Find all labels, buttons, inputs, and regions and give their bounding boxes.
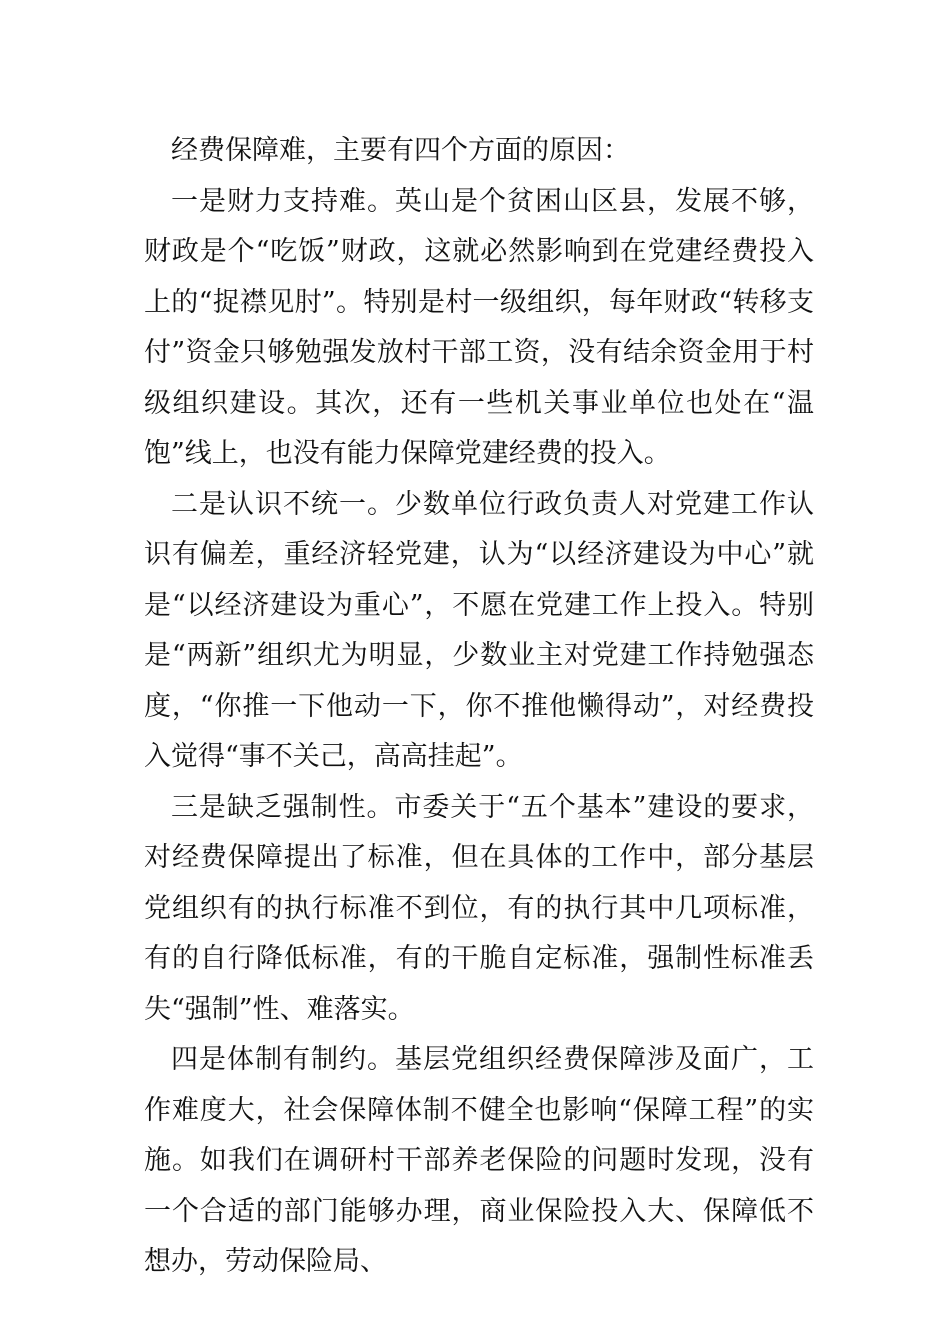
paragraph-system-constraints: 四是体制有制约。基层党组织经费保障涉及面广，工作难度大，社会保障体制不健全也影响“保障工程”的实施。如我们在调研村干部养老保险的问题时发现，没有一个合适的部门能够办理，商业保险投入大、保障低不想办，劳动保险局、 (144, 1044, 814, 1277)
paragraph-enforcement: 三是缺乏强制性。市委关于“五个基本”建设的要求，对经费保障提出了标准，但在具体的工作中，部分基层党组织有的执行标准不到位，有的执行其中几项标准，有的自行降低标准，有的干脆自定标准，强制性标准丢失“强制”性、难落实。 (144, 791, 814, 1025)
paragraph-financial-support: 一是财力支持难。英山是个贫困山区县，发展不够，财政是个“吃饭”财政，这就必然影响到在党建经费投入上的“捉襟见肘”。特别是村一级组织，每年财政“转移支付”资金只够勉强发放村干部工资，没有结余资金用于村级组织建设。其次，还有一些机关事业单位也处在“温饱”线上，也没有能力保障党建经费的投入。 (144, 185, 814, 469)
document-body (144, 126, 814, 1288)
paragraph-intro: 经费保障难，主要有四个方面的原因： (171, 135, 630, 166)
paragraph-awareness: 二是认识不统一。少数单位行政负责人对党建工作认识有偏差，重经济轻党建，认为“以经济建设为中心”就是“以经济建设为重心”，不愿在党建工作上投入。特别是“两新”组织尤为明显，少数业主对党建工作持勉强态度，“你推一下他动一下，你不推他懒得动”，对经费投入觉得“事不关己，高高挂起”。 (144, 488, 814, 772)
